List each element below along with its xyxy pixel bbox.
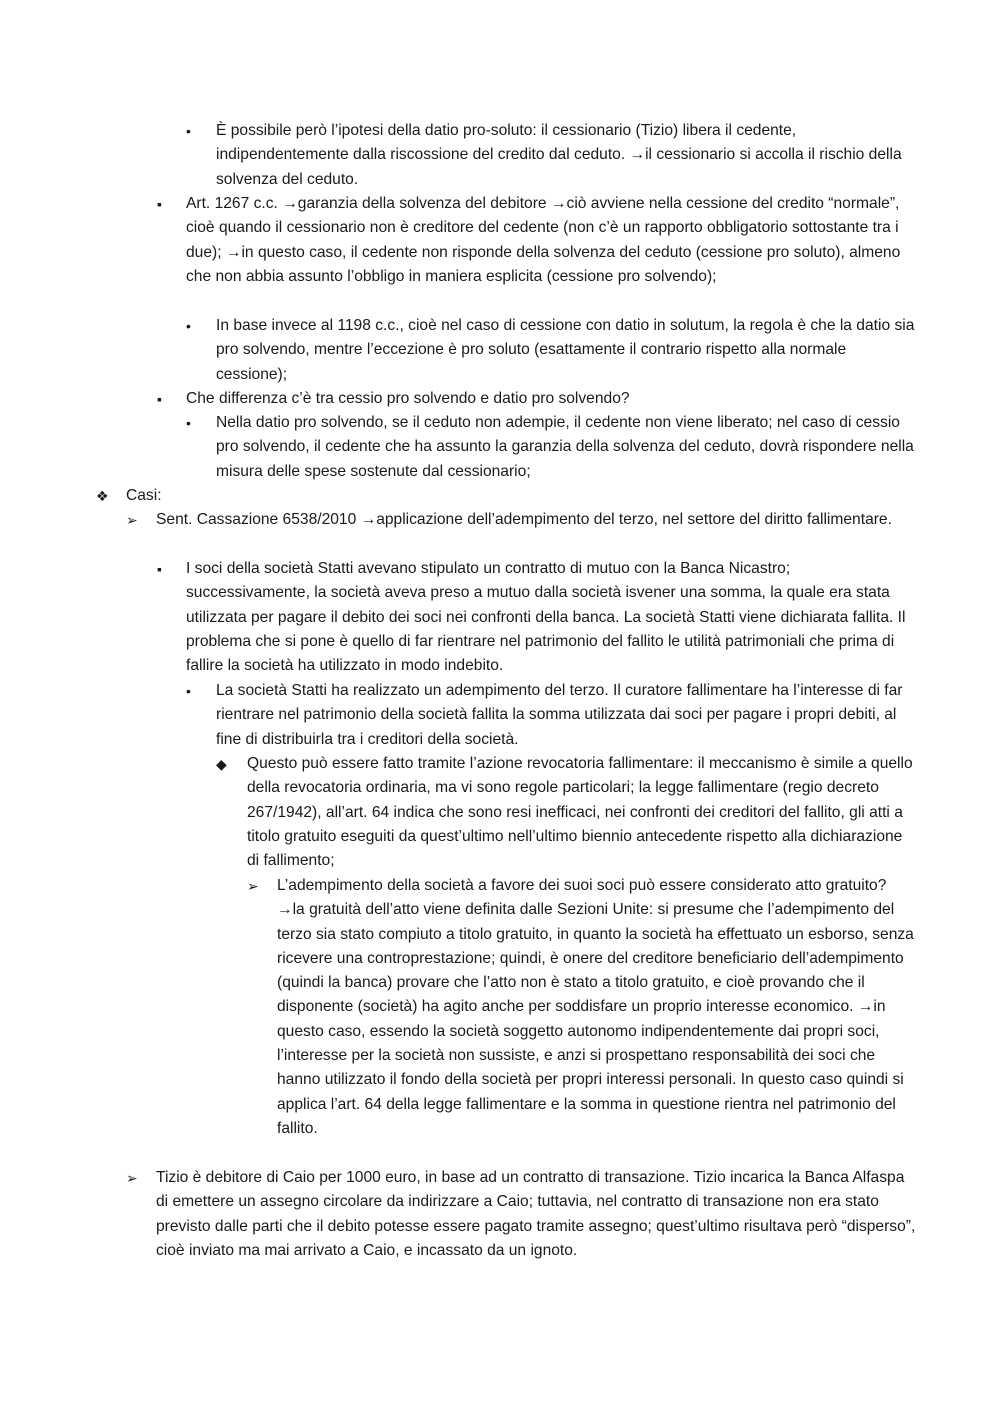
list-item-text: È possibile però l’ipotesi della datio pro-soluto: il cessionario (Tizio) libera il cedente, indipendentemente dalla riscossione del credito dal ceduto. →il cessionario si accolla il rischio della solvenza del ceduto.	[216, 122, 902, 188]
list-item-text: Casi:	[126, 487, 162, 504]
list-item-text: I soci della società Statti avevano stipulato un contratto di mutuo con la Banca Nicastro; successivamente, la società aveva preso a mutuo dalla società isvener una somma, la quale era stata utilizzata per pagare il debito dei soci nei confronti della banca. La società Statti viene dichiarata fallita. Il problema che si pone è quello di far rientrare nel patrimonio del fallito le utilità patrimoniali che prima di fallire la società ha utilizzato in modo indebito.	[186, 560, 906, 675]
list-item-text: La società Statti ha realizzato un adempimento del terzo. Il curatore fallimentare ha l’interesse di far rientrare nel patrimonio della società fallita la somma utilizzata dai soci per pagare i propri debiti, al fine di distribuirla tra i creditori della società.	[216, 682, 903, 748]
list-item-text: Nella datio pro solvendo, se il ceduto non adempie, il cedente non viene liberato; nel caso di cessio pro solvendo, il cedente che ha assunto la garanzia della solvenza del ceduto, dovrà rispondere nella misura delle spese sostenute dal cessionario;	[216, 414, 914, 480]
list-item-text: L’adempimento della società a favore dei suoi soci può essere considerato atto gratuito? →la gratuità dell’atto viene definita dalle Sezioni Unite: si presume che l’adempimento del terzo sia stato compiuto a titolo gratuito, in quanto la società ha effettuato un esborso, senza ricevere una controprestazione; quindi, è onere del creditore beneficiario dell’adempimento (quindi la banca) provare che l’atto non è stato a titolo gratuito, e cioè provando che il disponente (società) ha agito anche per soddisfare un proprio interesse economico. →in questo caso, essendo la società soggetto autonomo indipendentemente dai propri soci, l’interesse per la società non sussiste, e anzi si prospettano responsabilità dei soci che hanno utilizzato il fondo della società per propri interessi personali. In questo caso quindi si applica l’art. 64 della legge fallimentare e la somma in questione rientra nel patrimonio del fallito.	[277, 877, 914, 1137]
list-item	[96, 484, 916, 508]
bullet-square: ▪	[157, 391, 162, 407]
bullet-arrowhead: ➢	[126, 512, 138, 528]
list-item-text: Sent. Cassazione 6538/2010 →applicazione dell’adempimento del terzo, nel settore del diritto fallimentare.	[156, 511, 892, 528]
list-item	[186, 314, 916, 387]
list-item-text: Questo può essere fatto tramite l’azione revocatoria fallimentare: il meccanismo è simile a quello della revocatoria ordinaria, ma vi sono regole particolari; la legge fallimentare (regio decreto 267/1942), all’art. 64 indica che sono resi inefficaci, nei confronti dei creditori del fallito, gli atti a titolo gratuito eseguiti da quest’ultimo nell’ultimo biennio antecedente rispetto alla dichiarazione di fallimento;	[247, 755, 913, 870]
list-item	[126, 1166, 916, 1263]
list-item-text: Che differenza c’è tra cessio pro solvendo e datio pro solvendo?	[186, 390, 630, 407]
list-item	[186, 119, 916, 192]
bullet-dot: •	[186, 318, 191, 334]
list-item-text: In base invece al 1198 c.c., cioè nel caso di cessione con datio in solutum, la regola è che la datio sia pro solvendo, mentre l’eccezione è pro soluto (esattamente il contrario rispetto alla normale cessione);	[216, 317, 915, 383]
list-item-text: Tizio è debitore di Caio per 1000 euro, in base ad un contratto di transazione. Tizio incarica la Banca Alfaspa di emettere un assegno circolare da indirizzare a Caio; tuttavia, nel contratto di transazione non era stato previsto dalle parti che il debito potesse essere pagato tramite assegno; quest’ultimo risultava però “disperso”, cioè inviato ma mai arrivato a Caio, e incassato da un ignoto.	[156, 1169, 916, 1259]
list-item	[186, 679, 916, 752]
list-item	[157, 192, 916, 289]
list-item	[157, 387, 916, 411]
list-item	[247, 874, 916, 1141]
list-item	[216, 752, 916, 873]
bullet-square: ▪	[157, 561, 162, 577]
list-item	[186, 411, 916, 484]
bullet-diamond-flower: ❖	[96, 488, 109, 504]
list-item	[157, 557, 916, 678]
bullet-dot: •	[186, 683, 191, 699]
list-item-text: Art. 1267 c.c. →garanzia della solvenza del debitore →ciò avviene nella cessione del credito “normale”, cioè quando il cessionario non è creditore del cedente (non c’è un rapporto obbligatorio sottostante tra i due); →in questo caso, il cedente non risponde della solvenza del ceduto (cessione pro soluto), almeno che non abbia assunto l’obbligo in maniera esplicita (cessione pro solvendo);	[186, 195, 901, 285]
bullet-dot: •	[186, 415, 191, 431]
bullet-diamond: ◆	[216, 756, 227, 772]
bullet-arrowhead: ➢	[247, 878, 259, 894]
bullet-arrowhead: ➢	[126, 1170, 138, 1186]
bullet-dot: •	[186, 123, 191, 139]
list-item	[126, 508, 916, 532]
bullet-square: ▪	[157, 196, 162, 212]
